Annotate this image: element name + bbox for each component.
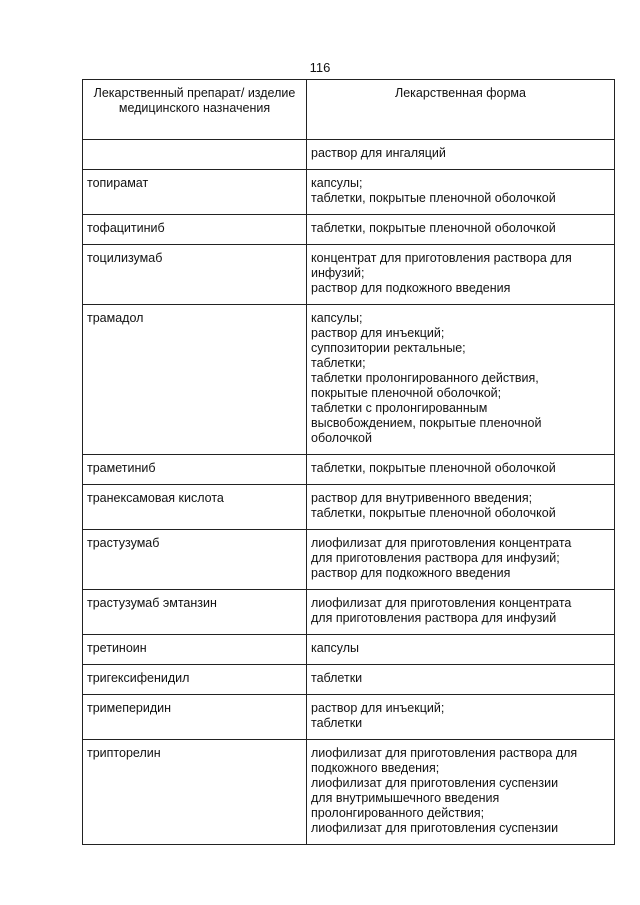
- dosage-form-line: лиофилизат для приготовления концентрата: [311, 536, 572, 550]
- dosage-form-line: суппозитории ректальные;: [311, 341, 466, 355]
- dosage-form-line: инфузий;: [311, 266, 365, 280]
- dosage-form-line: для приготовления раствора для инфузий;: [311, 551, 560, 565]
- table-row: [83, 170, 615, 215]
- dosage-form-line: таблетки пролонгированного действия,: [311, 371, 539, 385]
- dosage-form-line: раствор для ингаляций: [311, 146, 446, 160]
- drug-name-cell: топирамат: [83, 170, 307, 215]
- dosage-form-line: лиофилизат для приготовления концентрата: [311, 596, 572, 610]
- table-row: [83, 140, 615, 170]
- dosage-form-line: оболочкой: [311, 431, 372, 445]
- table-header: [83, 80, 615, 140]
- dosage-form-cell: [307, 170, 615, 215]
- table-body: [83, 140, 615, 845]
- drug-name-cell: трастузумаб эмтанзин: [83, 590, 307, 635]
- drug-name-cell: трастузумаб: [83, 530, 307, 590]
- table-row: [83, 740, 615, 845]
- dosage-form-line: раствор для инъекций;: [311, 326, 445, 340]
- dosage-form-cell: [307, 740, 615, 845]
- dosage-form-line: лиофилизат для приготовления суспензии: [311, 776, 559, 790]
- dosage-form-line: таблетки, покрытые пленочной оболочкой: [311, 506, 556, 520]
- dosage-form-line: для приготовления раствора для инфузий: [311, 611, 557, 625]
- dosage-form-line: таблетки: [311, 671, 363, 685]
- drug-name-cell: трамадол: [83, 305, 307, 455]
- dosage-form-cell: [307, 530, 615, 590]
- table-row: [83, 665, 615, 695]
- page-number: 116: [309, 60, 331, 75]
- dosage-form-cell: [307, 140, 615, 170]
- dosage-form-line: пролонгированного действия;: [311, 806, 485, 820]
- dosage-form-line: раствор для подкожного введения: [311, 281, 511, 295]
- table-row: [83, 695, 615, 740]
- dosage-form-line: подкожного введения;: [311, 761, 440, 775]
- dosage-form-line: капсулы;: [311, 311, 363, 325]
- header-drug: Лекарственный препарат/ изделие медицинского назначения: [83, 80, 307, 140]
- drug-name-cell: тригексифенидил: [83, 665, 307, 695]
- dosage-form-cell: [307, 665, 615, 695]
- table-row: [83, 245, 615, 305]
- dosage-form-line: таблетки: [311, 716, 363, 730]
- dosage-form-cell: [307, 695, 615, 740]
- dosage-form-line: высвобождением, покрытые пленочной: [311, 416, 542, 430]
- dosage-form-line: таблетки, покрытые пленочной оболочкой: [311, 461, 556, 475]
- dosage-form-line: покрытые пленочной оболочкой;: [311, 386, 502, 400]
- dosage-form-line: капсулы: [311, 641, 359, 655]
- drug-name-cell: тримеперидин: [83, 695, 307, 740]
- dosage-form-line: концентрат для приготовления раствора для: [311, 251, 572, 265]
- drug-name-cell: транексамовая кислота: [83, 485, 307, 530]
- drug-forms-table: [82, 79, 615, 845]
- table-row: [83, 215, 615, 245]
- dosage-form-cell: [307, 215, 615, 245]
- table-row: [83, 635, 615, 665]
- dosage-form-line: раствор для внутривенного введения;: [311, 491, 533, 505]
- dosage-form-line: для внутримышечного введения: [311, 791, 500, 805]
- dosage-form-line: таблетки;: [311, 356, 366, 370]
- table-row: [83, 455, 615, 485]
- dosage-form-cell: [307, 245, 615, 305]
- dosage-form-line: таблетки с пролонгированным: [311, 401, 488, 415]
- drug-name-cell: [83, 140, 307, 170]
- dosage-form-line: таблетки, покрытые пленочной оболочкой: [311, 191, 556, 205]
- drug-name-cell: тофацитиниб: [83, 215, 307, 245]
- table-row: [83, 485, 615, 530]
- header-row: [83, 80, 615, 140]
- dosage-form-cell: [307, 485, 615, 530]
- drug-name-cell: траметиниб: [83, 455, 307, 485]
- drug-name-cell: третиноин: [83, 635, 307, 665]
- table-row: [83, 530, 615, 590]
- dosage-form-cell: [307, 455, 615, 485]
- dosage-form-line: таблетки, покрытые пленочной оболочкой: [311, 221, 556, 235]
- header-form: Лекарственная форма: [307, 80, 615, 140]
- table-row: [83, 305, 615, 455]
- drug-name-cell: трипторелин: [83, 740, 307, 845]
- dosage-form-line: лиофилизат для приготовления раствора для: [311, 746, 578, 760]
- dosage-form-cell: [307, 590, 615, 635]
- drug-name-cell: тоцилизумаб: [83, 245, 307, 305]
- dosage-form-cell: [307, 635, 615, 665]
- table-row: [83, 590, 615, 635]
- dosage-form-line: раствор для инъекций;: [311, 701, 445, 715]
- dosage-form-line: лиофилизат для приготовления суспензии: [311, 821, 559, 835]
- dosage-form-line: капсулы;: [311, 176, 363, 190]
- dosage-form-line: раствор для подкожного введения: [311, 566, 511, 580]
- dosage-form-cell: [307, 305, 615, 455]
